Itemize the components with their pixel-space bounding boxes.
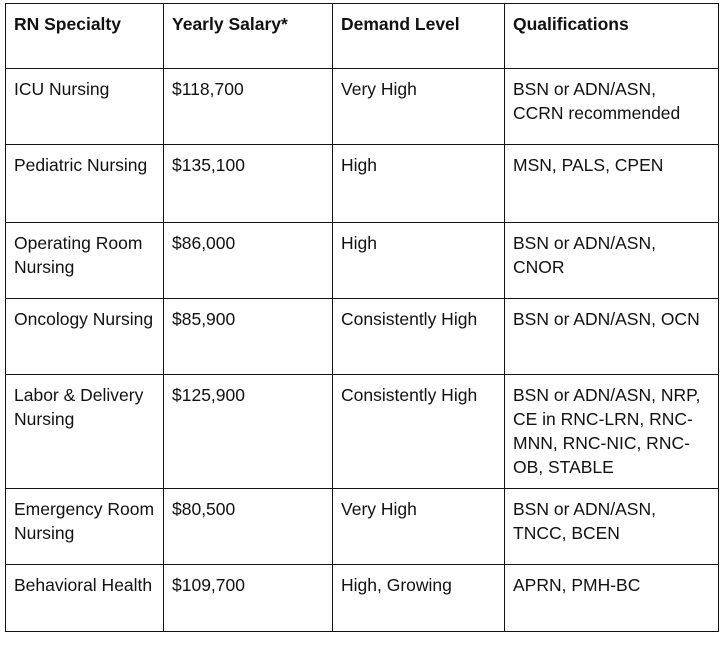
table-row [6,145,719,223]
cell-demand: High [333,223,505,299]
header-qualifications: Qualifications [505,4,719,69]
rn-specialty-table [5,3,719,632]
cell-qualifications: BSN or ADN/ASN, OCN [505,299,719,375]
header-rn-specialty: RN Specialty [6,4,164,69]
cell-qualifications: BSN or ADN/ASN, CNOR [505,223,719,299]
table-row [6,223,719,299]
table-row [6,565,719,632]
cell-demand: High [333,145,505,223]
cell-salary: $118,700 [164,69,333,145]
cell-demand: High, Growing [333,565,505,632]
cell-demand: Consistently High [333,299,505,375]
cell-qualifications: BSN or ADN/ASN, NRP, CE in RNC-LRN, RNC-MNN, RNC-NIC, RNC-OB, STABLE [505,375,719,489]
table-header-row [6,4,719,69]
header-yearly-salary: Yearly Salary* [164,4,333,69]
cell-qualifications: BSN or ADN/ASN, TNCC, BCEN [505,489,719,565]
cell-salary: $125,900 [164,375,333,489]
table-row [6,299,719,375]
cell-salary: $85,900 [164,299,333,375]
cell-demand: Consistently High [333,375,505,489]
cell-specialty: ICU Nursing [6,69,164,145]
cell-specialty: Oncology Nursing [6,299,164,375]
cell-demand: Very High [333,489,505,565]
cell-specialty: Emergency Room Nursing [6,489,164,565]
cell-demand: Very High [333,69,505,145]
cell-qualifications: MSN, PALS, CPEN [505,145,719,223]
cell-salary: $109,700 [164,565,333,632]
cell-specialty: Operating Room Nursing [6,223,164,299]
table-row [6,489,719,565]
cell-specialty: Pediatric Nursing [6,145,164,223]
cell-qualifications: BSN or ADN/ASN, CCRN recommended [505,69,719,145]
cell-specialty: Labor & Delivery Nursing [6,375,164,489]
table-row [6,69,719,145]
table-row [6,375,719,489]
cell-specialty: Behavioral Health [6,565,164,632]
cell-salary: $80,500 [164,489,333,565]
cell-salary: $135,100 [164,145,333,223]
cell-salary: $86,000 [164,223,333,299]
cell-qualifications: APRN, PMH-BC [505,565,719,632]
header-demand-level: Demand Level [333,4,505,69]
